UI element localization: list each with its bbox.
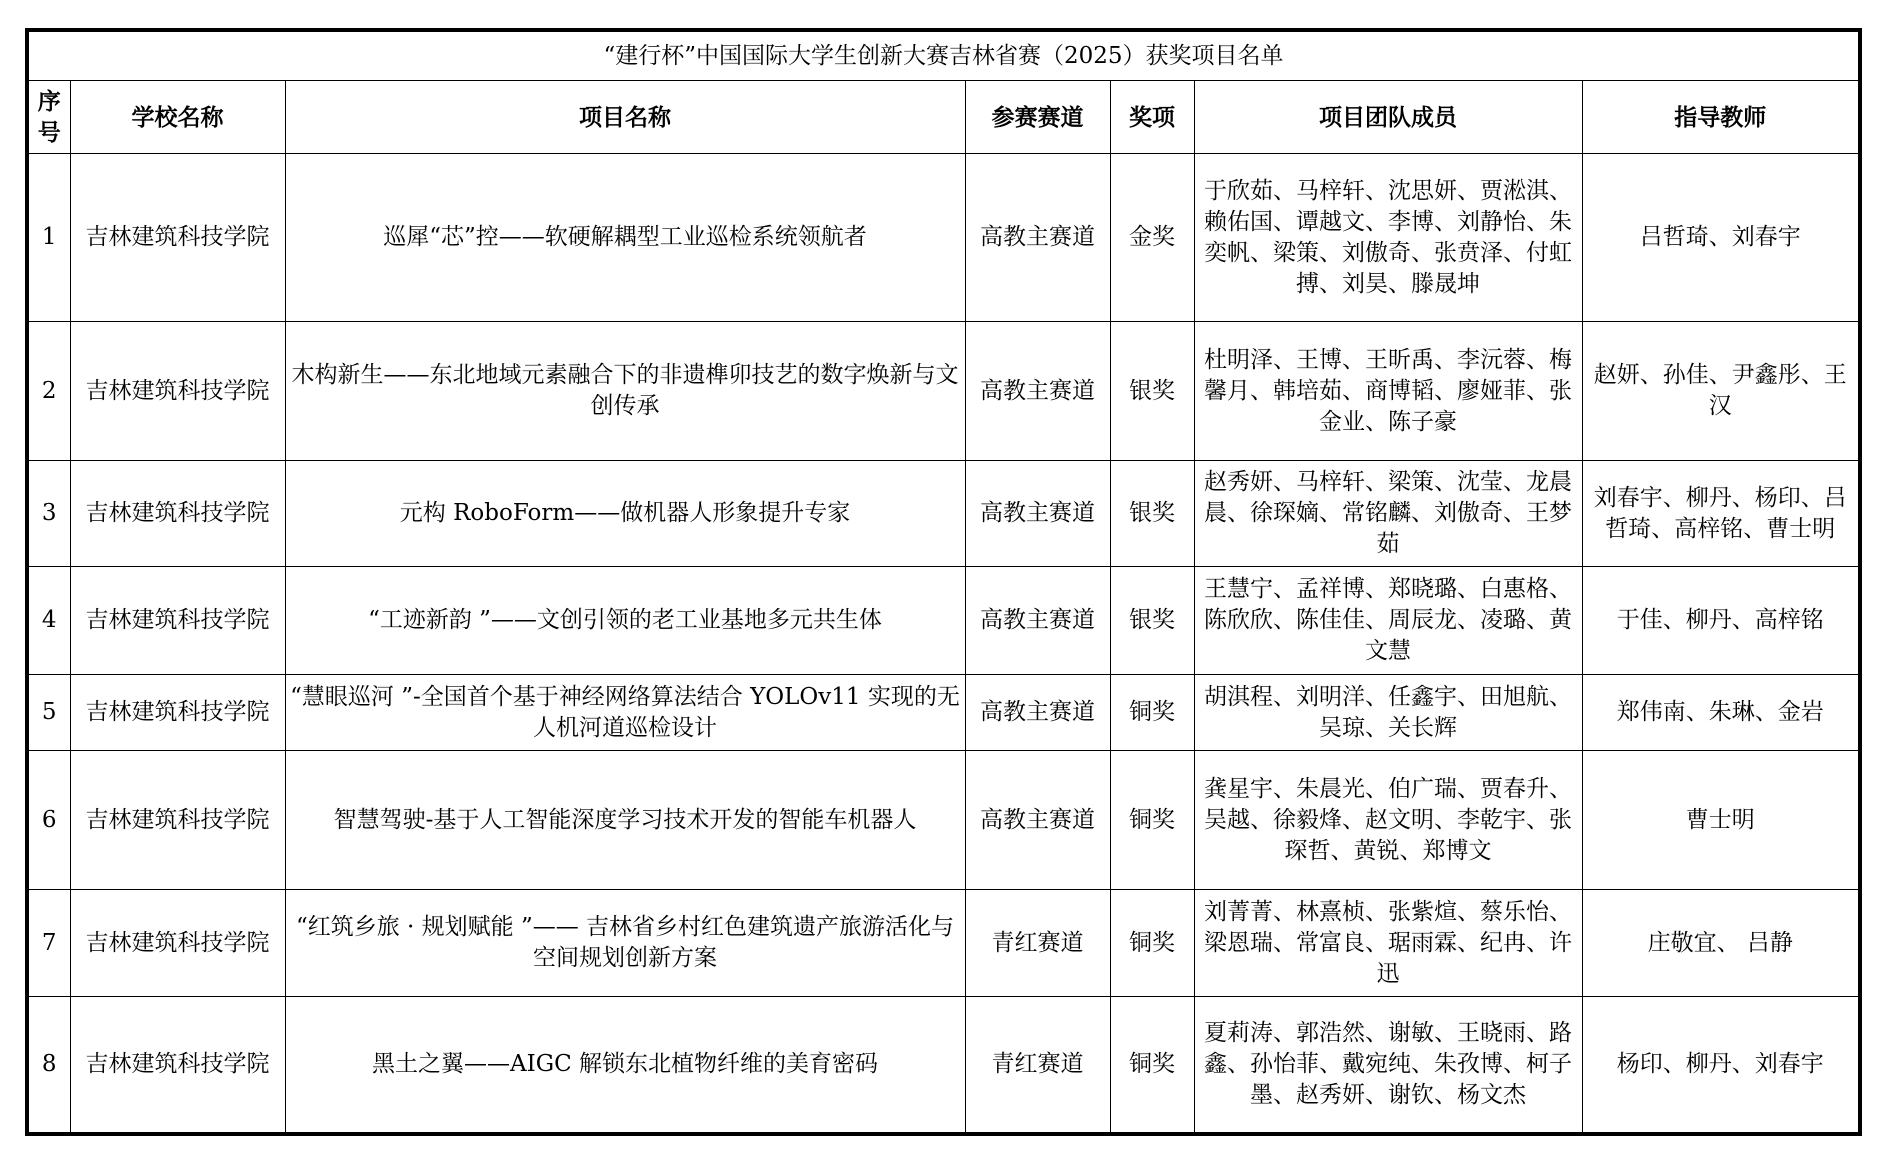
cell-award: 银奖 bbox=[1110, 322, 1194, 461]
header-project: 项目名称 bbox=[285, 81, 965, 154]
cell-award: 铜奖 bbox=[1110, 997, 1194, 1134]
table-row bbox=[27, 997, 1860, 1134]
header-track: 参赛赛道 bbox=[965, 81, 1110, 154]
header-school: 学校名称 bbox=[70, 81, 285, 154]
cell-teacher: 庄敬宜、 吕静 bbox=[1582, 890, 1860, 997]
cell-project: 黑土之翼——AIGC 解锁东北植物纤维的美育密码 bbox=[285, 997, 965, 1134]
cell-seq: 7 bbox=[27, 890, 70, 997]
cell-teacher: 杨印、柳丹、刘春宇 bbox=[1582, 997, 1860, 1134]
cell-team: 于欣茹、马梓轩、沈思妍、贾淞淇、赖佑国、谭越文、李博、刘静怡、朱奕帆、梁策、刘傲奇、张贲泽、付虹搏、刘昊、滕晟坤 bbox=[1194, 154, 1582, 322]
table-row bbox=[27, 461, 1860, 567]
cell-team: 夏莉涛、郭浩然、谢敏、王晓雨、路鑫、孙怡菲、戴宛纯、朱孜博、柯子墨、赵秀妍、谢钦、杨文杰 bbox=[1194, 997, 1582, 1134]
table-row bbox=[27, 567, 1860, 675]
cell-project: “红筑乡旅 · 规划赋能 ”—— 吉林省乡村红色建筑遗产旅游活化与空间规划创新方案 bbox=[285, 890, 965, 997]
cell-team: 王慧宁、孟祥博、郑晓璐、白惠格、陈欣欣、陈佳佳、周辰龙、凌璐、黄文慧 bbox=[1194, 567, 1582, 675]
cell-team: 杜明泽、王博、王昕禹、李沅蓉、梅馨月、韩培茹、商博韬、廖娅菲、张金业、陈子豪 bbox=[1194, 322, 1582, 461]
table-row bbox=[27, 154, 1860, 322]
cell-award: 金奖 bbox=[1110, 154, 1194, 322]
cell-seq: 8 bbox=[27, 997, 70, 1134]
cell-school: 吉林建筑科技学院 bbox=[70, 997, 285, 1134]
cell-school: 吉林建筑科技学院 bbox=[70, 675, 285, 751]
cell-seq: 5 bbox=[27, 675, 70, 751]
header-award: 奖项 bbox=[1110, 81, 1194, 154]
cell-track: 青红赛道 bbox=[965, 997, 1110, 1134]
cell-track: 高教主赛道 bbox=[965, 154, 1110, 322]
cell-seq: 4 bbox=[27, 567, 70, 675]
header-team: 项目团队成员 bbox=[1194, 81, 1582, 154]
cell-seq: 1 bbox=[27, 154, 70, 322]
cell-award: 铜奖 bbox=[1110, 675, 1194, 751]
cell-team: 胡淇程、刘明洋、任鑫宇、田旭航、吴琼、关长辉 bbox=[1194, 675, 1582, 751]
table-title: “建行杯”中国国际大学生创新大赛吉林省赛（2025）获奖项目名单 bbox=[27, 30, 1860, 81]
cell-teacher: 于佳、柳丹、高梓铭 bbox=[1582, 567, 1860, 675]
cell-project: “慧眼巡河 ”-全国首个基于神经网络算法结合 YOLOv11 实现的无人机河道巡检设计 bbox=[285, 675, 965, 751]
cell-teacher: 曹士明 bbox=[1582, 751, 1860, 890]
cell-school: 吉林建筑科技学院 bbox=[70, 890, 285, 997]
table-row bbox=[27, 675, 1860, 751]
cell-track: 高教主赛道 bbox=[965, 675, 1110, 751]
cell-award: 银奖 bbox=[1110, 461, 1194, 567]
table-row bbox=[27, 322, 1860, 461]
cell-track: 高教主赛道 bbox=[965, 567, 1110, 675]
cell-school: 吉林建筑科技学院 bbox=[70, 154, 285, 322]
cell-track: 高教主赛道 bbox=[965, 461, 1110, 567]
table-body bbox=[27, 30, 1860, 1134]
award-table bbox=[25, 28, 1862, 1136]
cell-project: 木构新生——东北地域元素融合下的非遗榫卯技艺的数字焕新与文创传承 bbox=[285, 322, 965, 461]
cell-team: 赵秀妍、马梓轩、梁策、沈莹、龙晨晨、徐琛嫡、常铭麟、刘傲奇、王梦茹 bbox=[1194, 461, 1582, 567]
cell-award: 铜奖 bbox=[1110, 751, 1194, 890]
title-row bbox=[27, 30, 1860, 81]
cell-team: 龚星宇、朱晨光、伯广瑞、贾春升、吴越、徐毅烽、赵文明、李乾宇、张琛哲、黄锐、郑博文 bbox=[1194, 751, 1582, 890]
header-row bbox=[27, 81, 1860, 154]
cell-project: 智慧驾驶-基于人工智能深度学习技术开发的智能车机器人 bbox=[285, 751, 965, 890]
cell-track: 高教主赛道 bbox=[965, 322, 1110, 461]
cell-project: 巡犀“芯”控——软硬解耦型工业巡检系统领航者 bbox=[285, 154, 965, 322]
cell-award: 银奖 bbox=[1110, 567, 1194, 675]
cell-school: 吉林建筑科技学院 bbox=[70, 461, 285, 567]
cell-seq: 2 bbox=[27, 322, 70, 461]
cell-school: 吉林建筑科技学院 bbox=[70, 751, 285, 890]
header-seq: 序号 bbox=[27, 81, 70, 154]
cell-school: 吉林建筑科技学院 bbox=[70, 567, 285, 675]
cell-teacher: 赵妍、孙佳、尹鑫彤、王汉 bbox=[1582, 322, 1860, 461]
cell-project: 元构 RoboForm——做机器人形象提升专家 bbox=[285, 461, 965, 567]
cell-seq: 6 bbox=[27, 751, 70, 890]
cell-seq: 3 bbox=[27, 461, 70, 567]
table-row bbox=[27, 751, 1860, 890]
cell-track: 高教主赛道 bbox=[965, 751, 1110, 890]
header-teacher: 指导教师 bbox=[1582, 81, 1860, 154]
cell-track: 青红赛道 bbox=[965, 890, 1110, 997]
cell-project: “工迹新韵 ”——文创引领的老工业基地多元共生体 bbox=[285, 567, 965, 675]
cell-teacher: 刘春宇、柳丹、杨印、吕哲琦、高梓铭、曹士明 bbox=[1582, 461, 1860, 567]
cell-school: 吉林建筑科技学院 bbox=[70, 322, 285, 461]
table-row bbox=[27, 890, 1860, 997]
cell-teacher: 郑伟南、朱琳、金岩 bbox=[1582, 675, 1860, 751]
cell-team: 刘菁菁、林熹桢、张紫煊、蔡乐怡、梁恩瑞、常富良、琚雨霖、纪冉、许迅 bbox=[1194, 890, 1582, 997]
cell-teacher: 吕哲琦、刘春宇 bbox=[1582, 154, 1860, 322]
cell-award: 铜奖 bbox=[1110, 890, 1194, 997]
